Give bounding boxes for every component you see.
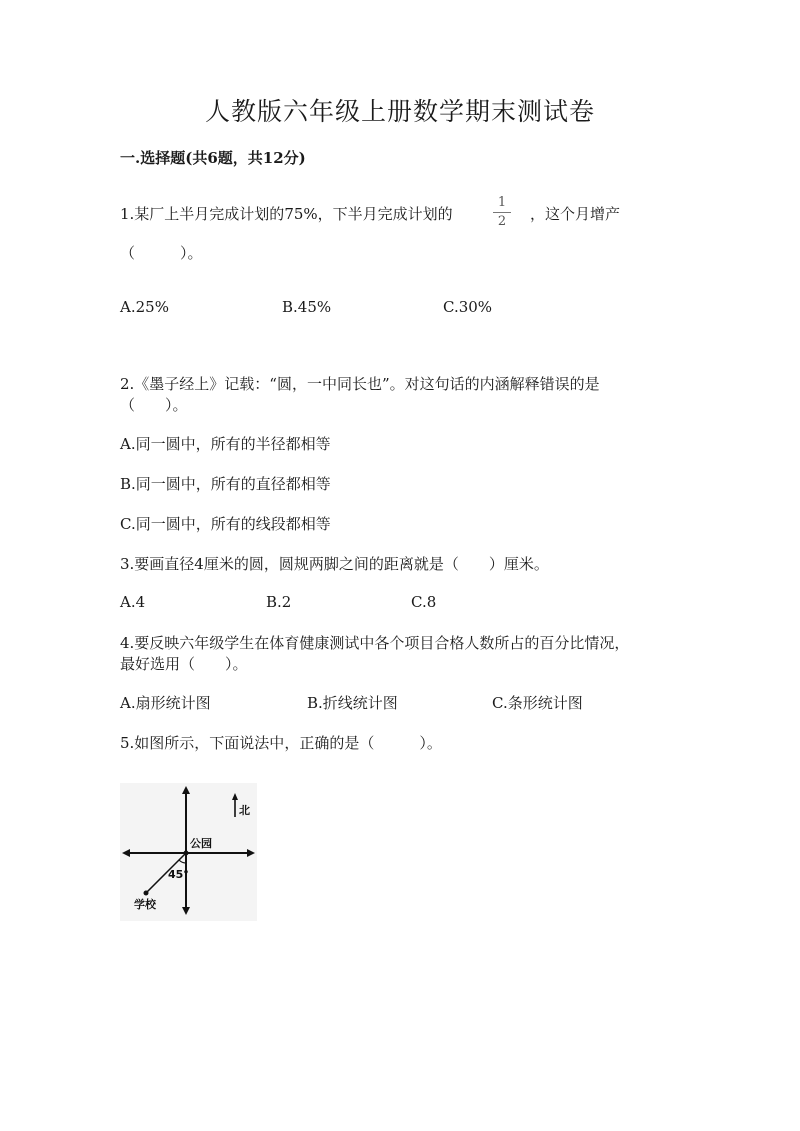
q2-option-c: C.同一圆中，所有的线段都相等 (120, 515, 331, 533)
q3-option-c: C.8 (411, 593, 437, 611)
q1-fraction-numerator: 1 (497, 195, 507, 210)
direction-diagram-svg (120, 783, 257, 921)
q1-option-c: C.30% (443, 298, 493, 316)
q3-option-b: B.2 (266, 593, 292, 611)
angle-label: 45° (168, 868, 189, 881)
q1-stem-part2: ，这个月增产 (530, 205, 621, 223)
q1-option-a: A.25% (120, 298, 169, 316)
q4-stem: 4.要反映六年级学生在体育健康测试中各个项目合格人数所占的百分比情况， (120, 634, 630, 652)
north-label: 北 (239, 804, 250, 817)
q1-answer-blank: （ ）。 (120, 244, 203, 262)
q1-fraction (493, 196, 511, 229)
q1-fraction-denominator: 2 (497, 214, 507, 229)
q4-stem-continued: 最好选用（ ）。 (120, 655, 248, 673)
q5-stem: 5.如图所示，下面说法中，正确的是（ ）。 (120, 734, 442, 752)
school-point (144, 891, 149, 896)
direction-diagram (120, 783, 257, 921)
q4-option-b: B.折线统计图 (307, 694, 398, 712)
fraction-bar (493, 212, 511, 213)
q2-option-b: B.同一圆中，所有的直径都相等 (120, 475, 331, 493)
q1-stem-part1: 1.某厂上半月完成计划的75%，下半月完成计划的 (120, 205, 453, 223)
q2-stem: 2.《墨子经上》记载：“圆，一中同长也”。对这句话的内涵解释错误的是 (120, 375, 600, 393)
school-label: 学校 (134, 898, 156, 911)
page-title: 人教版六年级上册数学期末测试卷 (204, 97, 595, 126)
section-heading: 一.选择题(共6题，共12分) (120, 149, 306, 167)
park-label: 公园 (190, 837, 212, 850)
q1-option-b: B.45% (282, 298, 332, 316)
q4-option-c: C.条形统计图 (492, 694, 583, 712)
q4-option-a: A.扇形统计图 (120, 694, 211, 712)
q3-option-a: A.4 (120, 593, 146, 611)
q3-stem: 3.要画直径4厘米的圆，圆规两脚之间的距离就是（ ）厘米。 (120, 555, 549, 573)
q2-answer-blank: （ ）。 (120, 396, 188, 414)
q2-option-a: A.同一圆中，所有的半径都相等 (120, 435, 331, 453)
